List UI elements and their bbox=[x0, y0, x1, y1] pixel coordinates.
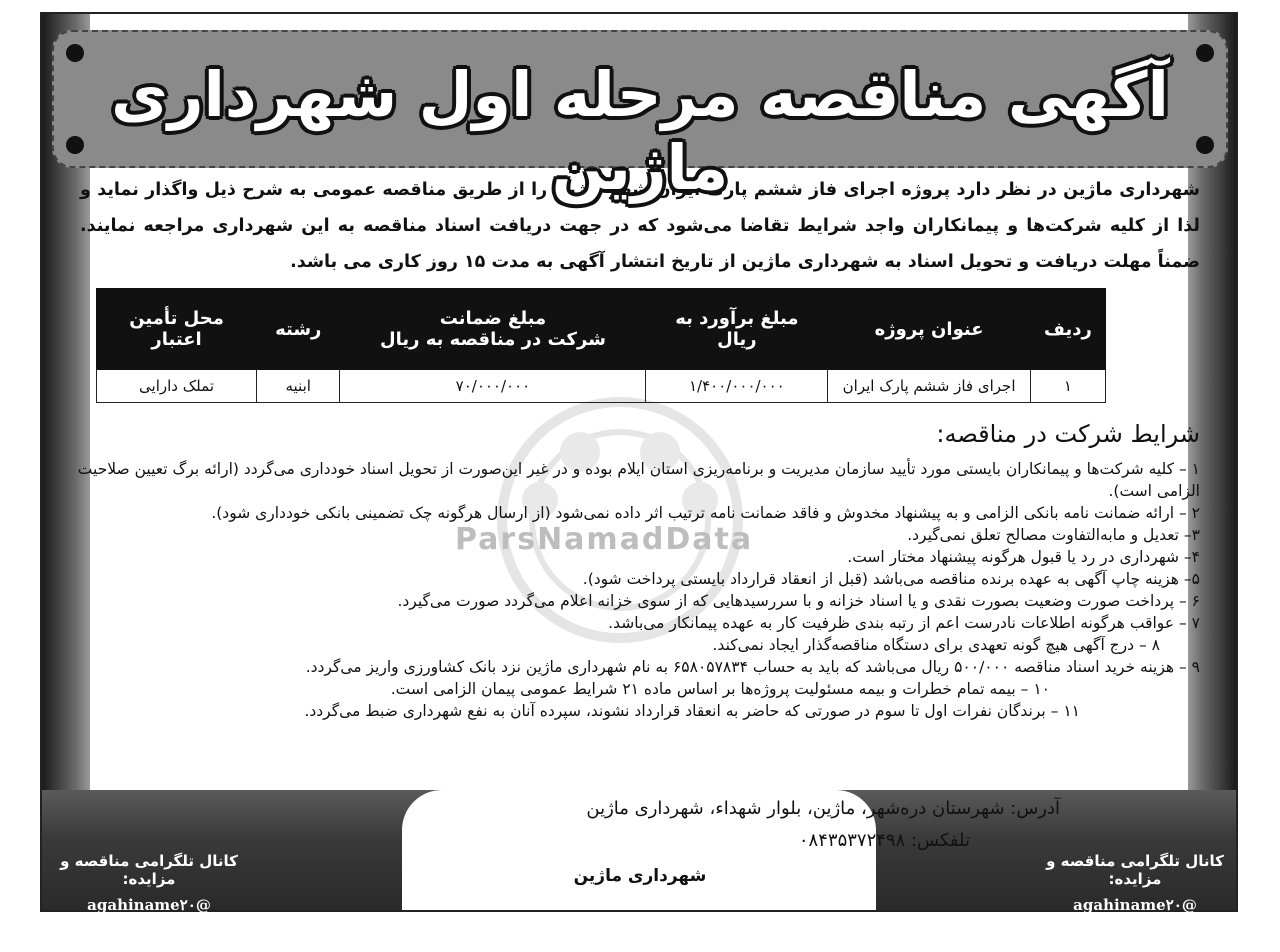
header-guarantee-line1: مبلغ ضمانت bbox=[439, 308, 547, 329]
page-title: آگهی مناقصه مرحله اول شهرداری ماژین bbox=[111, 58, 1169, 204]
condition-item: ۹ – هزینه خرید اسناد مناقصه ۵۰۰/۰۰۰ ریال می‌باشد که باید به حساب ۶۵۸۰۵۷۸۳۴ به نام شهرداری ماژین نزد بانک کشاورزی واریز می‌گردد. bbox=[305, 658, 1200, 676]
conditions-heading: شرایط شرکت در مناقصه: bbox=[936, 420, 1200, 448]
header-project-title: عنوان پروژه bbox=[828, 289, 1031, 370]
condition-item: ۲ – ارائه ضمانت نامه بانکی الزامی و به پیشنهاد مخدوش و فاقد ضمانت نامه ترتیب اثر داده نمی‌شود (از ارسال هرگونه چک تضمینی بانکی خودداری شود). bbox=[211, 504, 1200, 522]
signature: شهرداری ماژین bbox=[573, 866, 707, 886]
condition-item: ۱۰ – بیمه تمام خطرات و بیمه مسئولیت پروژه‌ها بر اساس ماده ۲۱ شرایط عمومی پیمان الزامی است. bbox=[390, 680, 1050, 698]
channel-heading: کانال تلگرامی مناقصه و مزایده: bbox=[1046, 852, 1224, 888]
conditions-list bbox=[76, 458, 1200, 722]
watermark-text: ParsNamadData bbox=[455, 522, 754, 557]
cell-funding: تملک دارایی bbox=[97, 370, 257, 403]
condition-item: ۷ – عواقب هرگونه اطلاعات نادرست اعم از رتبه بندی ظرفیت کار به عهده پیمانکار می‌باشد. bbox=[608, 614, 1200, 632]
condition-item: ۶ – پرداخت صورت وضعیت بصورت نقدی و یا اسناد خزانه و با سررسیدهایی که از سوی خزانه اعلام می‌گردد صورت می‌گیرد. bbox=[397, 592, 1200, 610]
table-row bbox=[97, 370, 1106, 403]
telegram-channel-right bbox=[1030, 852, 1240, 914]
cell-estimate: ۱/۴۰۰/۰۰۰/۰۰۰ bbox=[646, 370, 828, 403]
channel-heading: کانال تلگرامی مناقصه و مزایده: bbox=[60, 852, 238, 888]
project-table bbox=[96, 288, 1106, 403]
title-banner bbox=[52, 30, 1228, 204]
header-field: رشته bbox=[257, 289, 340, 370]
address-line: آدرس: شهرستان دره‌شهر، ماژین، بلوار شهداء، شهرداری ماژین bbox=[586, 798, 1060, 819]
header-estimate: مبلغ برآورد به ریال bbox=[646, 289, 828, 370]
fax-line: تلفکس: ۰۸۴۳۵۳۷۲۴۹۸ bbox=[798, 830, 970, 851]
cell-row-number: ۱ bbox=[1030, 370, 1105, 403]
header-funding: محل تأمین اعتبار bbox=[97, 289, 257, 370]
header-row-number: ردیف bbox=[1030, 289, 1105, 370]
telegram-channel-left bbox=[44, 852, 254, 914]
header-guarantee-line2: شرکت در مناقصه به ریال bbox=[379, 329, 606, 350]
condition-item: ۴– شهرداری در رد یا قبول هرگونه پیشنهاد مختار است. bbox=[847, 548, 1200, 566]
channel-handle: @agahiname۲۰ bbox=[1073, 896, 1197, 914]
channel-handle: @agahiname۲۰ bbox=[87, 896, 211, 914]
cell-project-title: اجرای فاز ششم پارک ایران bbox=[828, 370, 1031, 403]
header-guarantee bbox=[340, 289, 646, 370]
cell-field: ابنیه bbox=[257, 370, 340, 403]
condition-item: ۱۱ – برندگان نفرات اول تا سوم در صورتی که حاضر به انعقاد قرارداد نشوند، سپرده آنان به نفع شهرداری ضبط می‌گردد. bbox=[304, 702, 1080, 720]
condition-item: ۵– هزینه چاپ آگهی به عهده برنده مناقصه می‌باشد (قبل از انعقاد قرارداد بایستی پرداخت شود). bbox=[582, 570, 1200, 588]
intro-paragraph: شهرداری ماژین در نظر دارد پروژه اجرای فاز ششم پارک ایران شهر ماژین را از طریق مناقصه عمومی به شرح ذیل واگذار نماید و لذا از کلیه شرکت‌ها و پیمانکاران واجد شرایط تقاضا می‌شود که در جهت دریافت اسناد مناقصه به این شهرداری مراجعه نمایند. ضمناً مهلت دریافت و تحویل اسناد به شهرداری ماژین از تاریخ انتشار آگهی به مدت ۱۵ روز کاری می باشد. bbox=[80, 180, 1200, 272]
cell-guarantee: ۷۰/۰۰۰/۰۰۰ bbox=[340, 370, 646, 403]
table-header-row bbox=[97, 289, 1106, 370]
condition-item: ۳– تعدیل و مابه‌التفاوت مصالح تعلق نمی‌گیرد. bbox=[907, 526, 1200, 544]
condition-item: ۸ – درج آگهی هیچ گونه تعهدی برای دستگاه مناقصه‌گذار ایجاد نمی‌کند. bbox=[712, 636, 1160, 654]
condition-item: ۱ – کلیه شرکت‌ها و پیمانکاران بایستی مورد تأیید سازمان مدیریت و برنامه‌ریزی استان ایلام بوده و در غیر این‌صورت از تحویل اسناد خودداری می‌گردد (ارائه برگ تعیین صلاحیت الزامی است). bbox=[77, 460, 1200, 500]
project-table-wrapper bbox=[96, 288, 1106, 403]
